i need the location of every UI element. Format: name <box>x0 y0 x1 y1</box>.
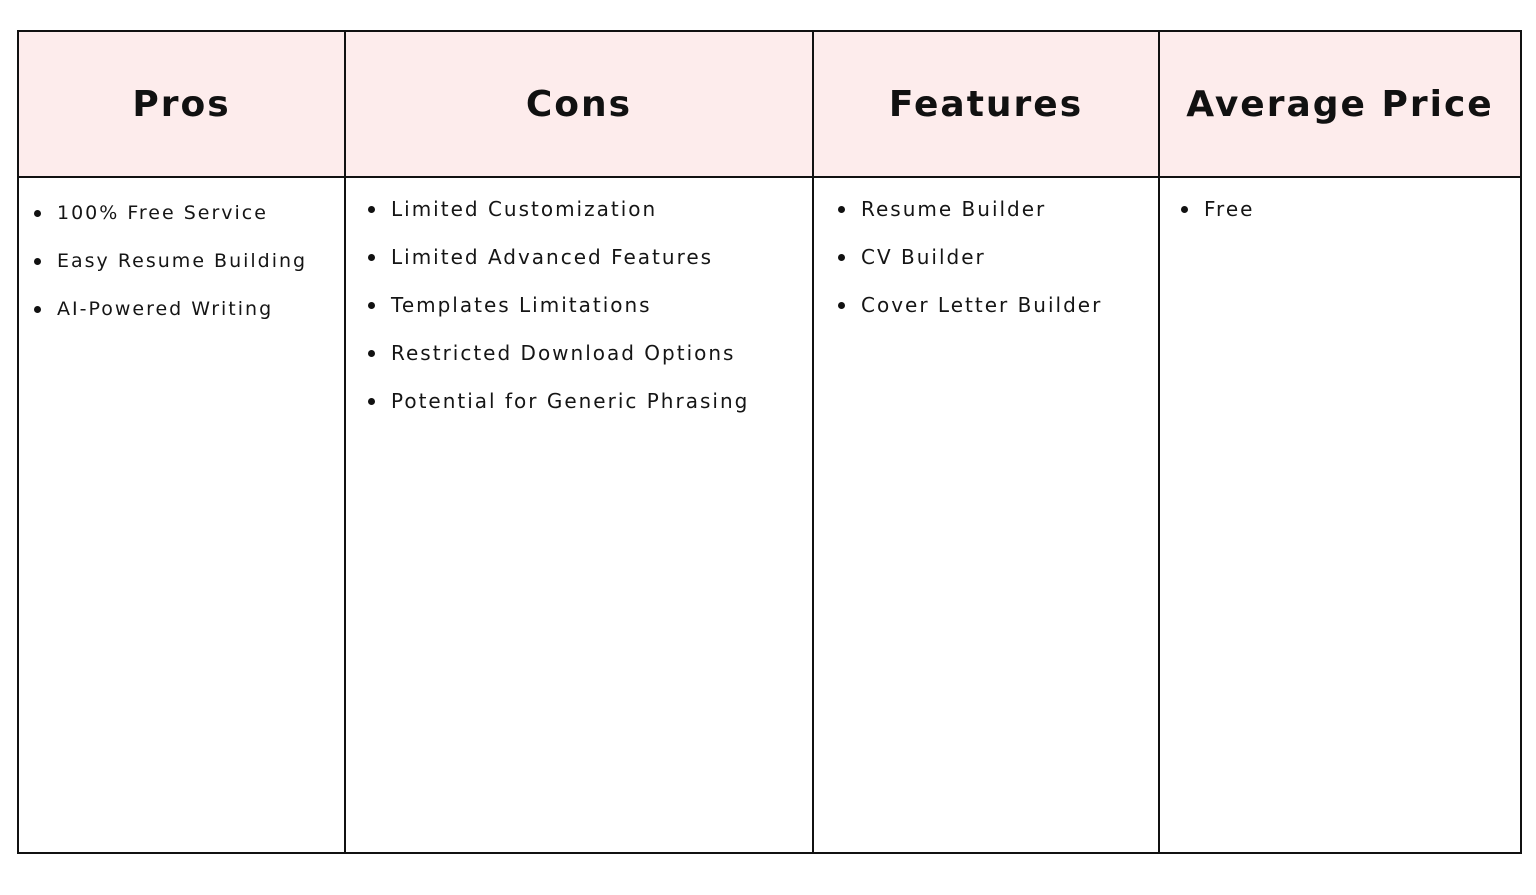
pros-item: 100% Free Service <box>19 196 344 244</box>
pros-item: Easy Resume Building <box>19 244 344 292</box>
average-price-list <box>1160 192 1520 240</box>
average-price-item: Free <box>1160 192 1520 240</box>
pros-list <box>19 196 344 340</box>
features-column <box>814 178 1160 852</box>
pros-item: AI-Powered Writing <box>19 292 344 340</box>
cons-column <box>346 178 814 852</box>
header-features-label: Features <box>888 83 1084 125</box>
cons-item: Limited Customization <box>346 192 812 240</box>
features-item: Resume Builder <box>814 192 1158 240</box>
comparison-table <box>17 30 1522 854</box>
cons-list <box>346 192 812 432</box>
pros-column <box>19 178 346 852</box>
features-list <box>814 192 1158 336</box>
header-pros <box>19 32 346 178</box>
cons-item: Templates Limitations <box>346 288 812 336</box>
header-features <box>814 32 1160 178</box>
features-item: Cover Letter Builder <box>814 288 1158 336</box>
features-item: CV Builder <box>814 240 1158 288</box>
header-cons <box>346 32 814 178</box>
cons-item: Restricted Download Options <box>346 336 812 384</box>
average-price-column <box>1160 178 1520 852</box>
header-cons-label: Cons <box>525 83 633 125</box>
header-average-price-label: Average Price <box>1186 83 1494 125</box>
cons-item: Potential for Generic Phrasing <box>346 384 812 432</box>
cons-item: Limited Advanced Features <box>346 240 812 288</box>
header-pros-label: Pros <box>132 83 231 125</box>
header-average-price <box>1160 32 1520 178</box>
